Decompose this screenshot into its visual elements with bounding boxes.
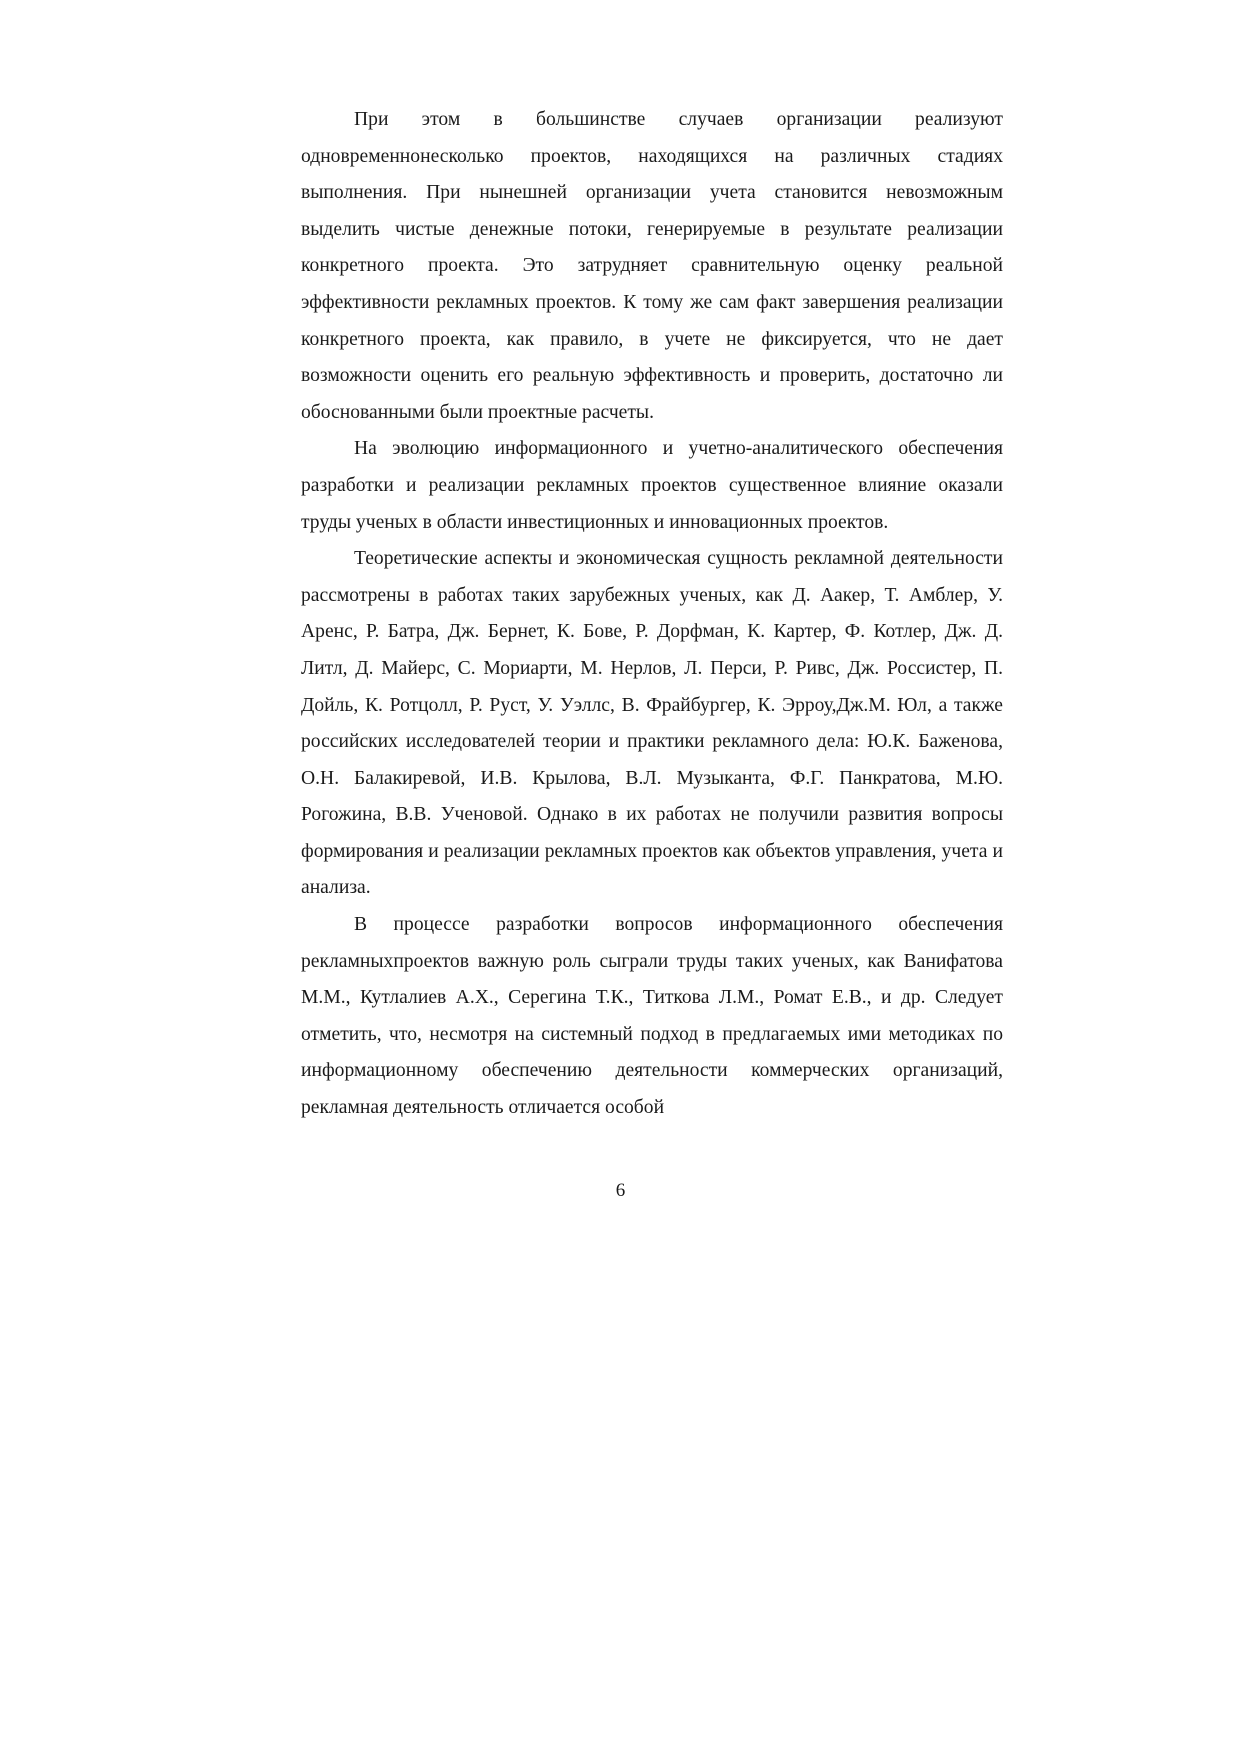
page-number: 6 [615, 1180, 626, 1201]
body-text [301, 102, 1003, 1127]
paragraph-4: В процессе разработки вопросов информационного обеспечения рекламныхпроектов важную роль сыграли труды таких ученых, как Ванифатова М.М., Кутлалиев А.Х., Серегина Т.К., Титкова Л.М., Ромат Е.В., и др. Следует отметить, что, несмотря на системный подход в предлагаемых ими методиках по информационному обеспечению деятельности коммерческих организаций, рекламная деятельность отличается особой [301, 914, 1003, 1119]
paragraph-2: На эволюцию информационного и учетно-аналитического обеспечения разработки и реализации рекламных проектов существенное влияние оказали труды ученых в области инвестиционных и инновационных проектов. [301, 438, 1003, 533]
paragraph-3: Теоретические аспекты и экономическая сущность рекламной деятельности рассмотрены в работах таких зарубежных ученых, как Д. Аакер, Т. Амблер, У. Аренс, Р. Батра, Дж. Бернет, К. Бове, Р. Дорфман, К. Картер, Ф. Котлер, Дж. Д. Литл, Д. Майерс, С. Мориарти, М. Нерлов, Л. Перси, Р. Ривс, Дж. Россистер, П. Дойль, К. Ротцолл, Р. Руст, У. Уэллс, В. Фрайбургер, К. Эрроу,Дж.М. Юл, а также российских исследователей теории и практики рекламного дела: Ю.К. Баженова, О.Н. Балакиревой, И.В. Крылова, В.Л. Музыканта, Ф.Г. Панкратова, М.Ю. Рогожина, В.В. Ученовой. Однако в их работах не получили развития вопросы формирования и реализации рекламных проектов как объектов управления, учета и анализа. [301, 548, 1003, 899]
paragraph-1: При этом в большинстве случаев организации реализуют одновременнонесколько проектов, находящихся на различных стадиях выполнения. При нынешней организации учета становится невозможным выделить чистые денежные потоки, генерируемые в результате реализации конкретного проекта. Это затрудняет сравнительную оценку реальной эффективности рекламных проектов. К тому же сам факт завершения реализации конкретного проекта, как правило, в учете не фиксируется, что не дает возможности оценить его реальную эффективность и проверить, достаточно ли обоснованными были проектные расчеты. [301, 109, 1003, 423]
